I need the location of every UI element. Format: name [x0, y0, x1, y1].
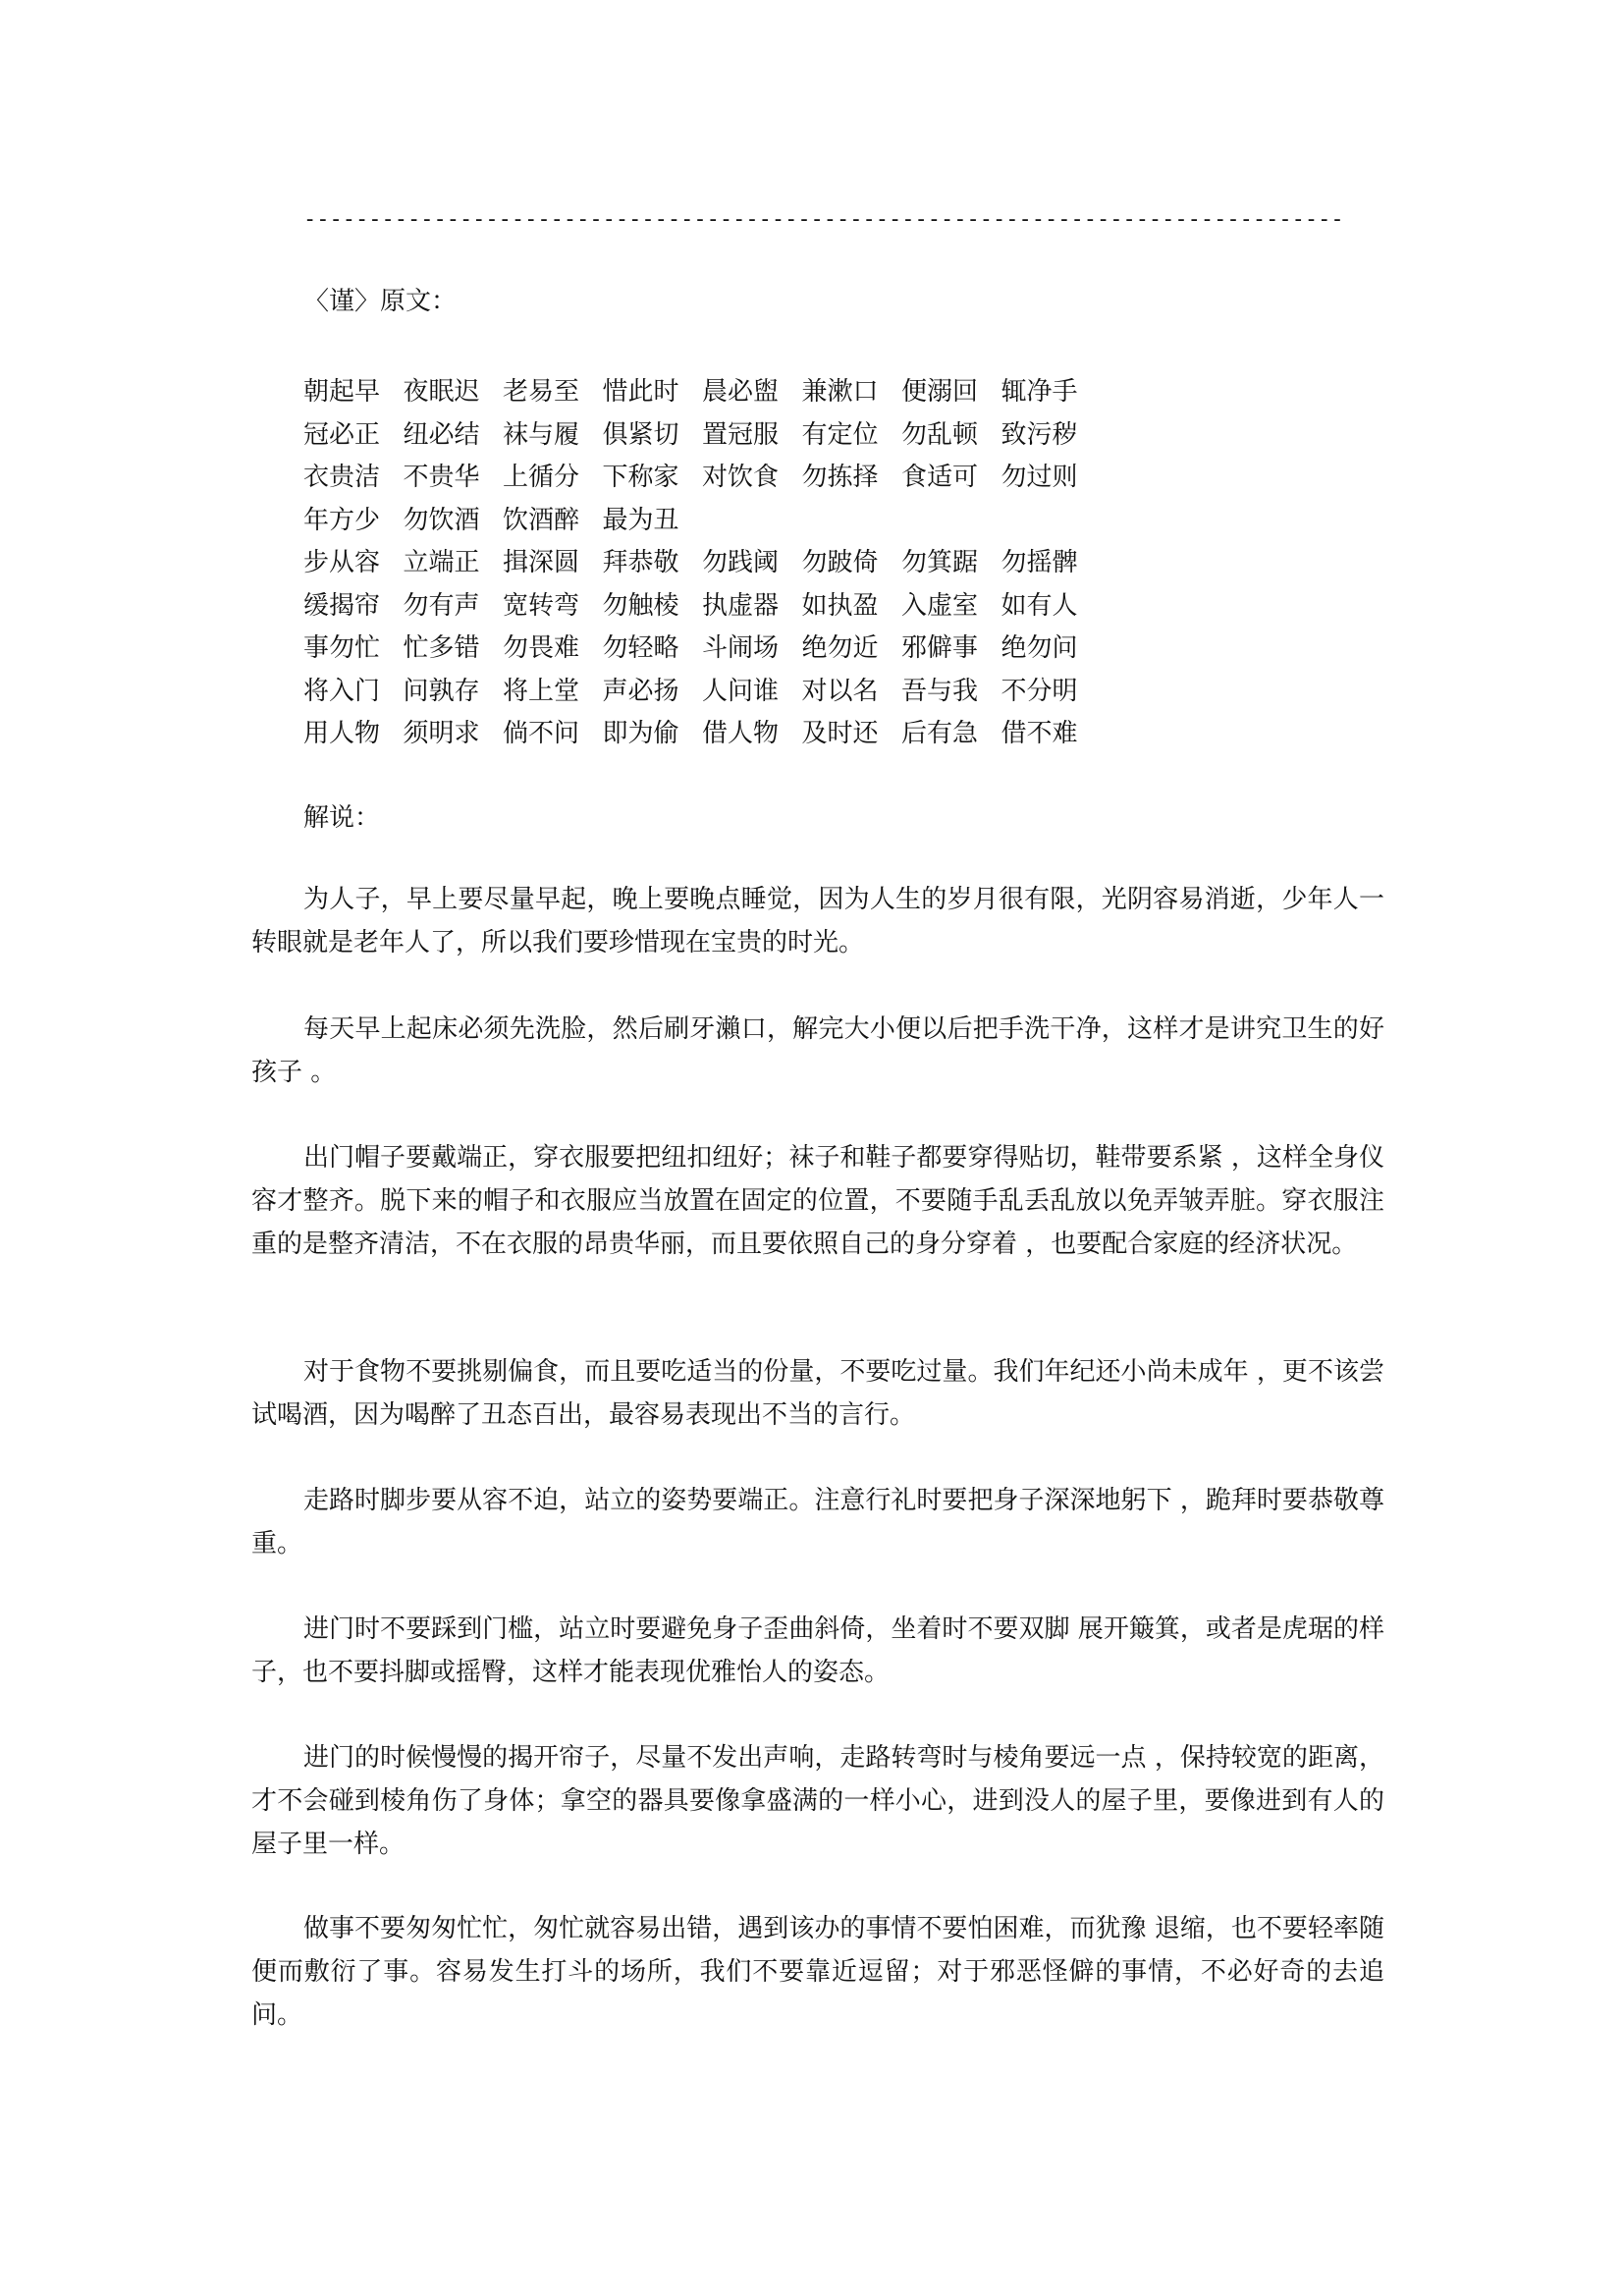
verse-phrase: 便溺回 [901, 377, 979, 407]
verse-phrase: 年方少 [303, 505, 381, 535]
verse-phrase: 惜此时 [602, 377, 679, 407]
verse-phrase: 入虚室 [901, 590, 979, 621]
verse-phrase: 辄净手 [1001, 377, 1078, 407]
verse-phrase: 致污秽 [1001, 419, 1078, 450]
verse-phrase: 勿践阈 [702, 548, 780, 577]
verse-phrase: 绝勿问 [1001, 633, 1078, 663]
verse-line [303, 371, 1383, 414]
paragraph-text: 对于食物不要挑剔偏食，而且要吃适当的份量，不要吃过量。我们年纪还小尚未成年 ，更不该尝试喝酒，因为喝醉了丑态百出，最容易表现出不当的言行。 [251, 1357, 1384, 1430]
verse-phrase: 上循分 [503, 463, 580, 492]
verse-phrase: 最为丑 [602, 505, 679, 535]
verse-line [303, 414, 1383, 458]
verse-phrase: 宽转弯 [503, 590, 580, 621]
verse-line [303, 500, 1383, 543]
verse-phrase: 饮酒醉 [503, 505, 580, 535]
paragraph-2 [251, 1008, 1384, 1094]
paragraph-7 [251, 1736, 1384, 1866]
verse-phrase: 步从容 [303, 548, 381, 577]
verse-phrase: 立端正 [403, 548, 480, 577]
paragraph-text: 为人子，早上要尽量早起，晚上要晚点睡觉，因为人生的岁月很有限，光阴容易消逝，少年人一转眼就是老年人了，所以我们要珍惜现在宝贵的时光。 [251, 885, 1384, 957]
paragraph-text: 走路时脚步要从容不迫，站立的姿势要端正。注意行礼时要把身子深深地躬下 ，跪拜时要恭敬尊重。 [251, 1486, 1384, 1558]
paragraph-6 [251, 1608, 1384, 1694]
verse-phrase: 食适可 [901, 463, 979, 492]
verse-phrase: 缓揭帘 [303, 590, 381, 621]
verse-phrase: 对以名 [801, 676, 879, 706]
verse-phrase: 勿拣择 [801, 463, 879, 492]
verse-phrase: 问孰存 [403, 676, 480, 706]
paragraph-3 [251, 1136, 1384, 1266]
verse-phrase: 勿箕踞 [901, 548, 979, 577]
verse-phrase: 兼漱口 [801, 377, 879, 407]
paragraph-text: 出门帽子要戴端正，穿衣服要把纽扣纽好；袜子和鞋子都要穿得贴切，鞋带要系紧 ，这样全身仪容才整齐。脱下来的帽子和衣服应当放置在固定的位置，不要随手乱丢乱放以免弄皱弄脏。穿衣服注重的是整齐清洁，不在衣服的昂贵华丽，而且要依照自己的身分穿着 ，也要配合家庭的经济状况。 [251, 1143, 1384, 1259]
verse-line [303, 628, 1383, 671]
verse-phrase: 勿过则 [1001, 463, 1078, 492]
verse-phrase: 绝勿近 [801, 633, 879, 663]
paragraph-4 [251, 1350, 1384, 1437]
verse-phrase: 纽必结 [403, 419, 480, 450]
verse-phrase: 斗闹场 [702, 633, 780, 663]
verse-phrase: 勿畏难 [503, 633, 580, 663]
verse-phrase: 夜眠迟 [403, 377, 480, 407]
verse-phrase: 邪僻事 [901, 633, 979, 663]
verse-phrase: 勿摇髀 [1001, 548, 1078, 577]
verse-phrase: 倘不问 [503, 719, 580, 748]
paragraph-text: 每天早上起床必须先洗脸，然后刷牙瀨口，解完大小便以后把手洗干净，这样才是讲究卫生的好孩子 。 [251, 1014, 1384, 1087]
verse-phrase: 将上堂 [503, 676, 580, 706]
verse-phrase: 勿饮酒 [403, 505, 480, 535]
verse-phrase: 衣贵洁 [303, 463, 381, 492]
verse-phrase: 勿跛倚 [801, 548, 879, 577]
verse-phrase: 不分明 [1001, 676, 1078, 706]
paragraph-text: 进门时不要踩到门槛，站立时要避免身子歪曲斜倚，坐着时不要双脚 展开簸箕，或者是虎琚的样子，也不要抖脚或摇臀，这样才能表现优雅怡人的姿态。 [251, 1614, 1384, 1687]
dashed-divider: -------------------------------------------------------------------------------- [303, 207, 1344, 232]
verse-phrase: 冠必正 [303, 419, 381, 450]
verse-phrase: 俱紧切 [602, 419, 679, 450]
verse-phrase: 将入门 [303, 676, 381, 706]
paragraph-1 [251, 878, 1384, 964]
verse-phrase: 袜与履 [503, 419, 580, 450]
verse-phrase: 下称家 [602, 463, 679, 492]
paragraph-5 [251, 1479, 1384, 1565]
verse-phrase: 如执盈 [801, 590, 879, 621]
verse-block [303, 371, 1383, 756]
paragraph-8 [251, 1907, 1384, 2037]
verse-phrase: 用人物 [303, 719, 381, 748]
verse-line [303, 457, 1383, 500]
verse-phrase: 揖深圆 [503, 548, 580, 577]
verse-phrase: 后有急 [901, 719, 979, 748]
explanation-heading: 解说： [303, 803, 381, 833]
verse-phrase: 朝起早 [303, 377, 381, 407]
verse-phrase: 吾与我 [901, 676, 979, 706]
verse-phrase: 及时还 [801, 719, 879, 748]
verse-phrase: 置冠服 [702, 419, 780, 450]
verse-phrase: 不贵华 [403, 463, 480, 492]
verse-phrase: 忙多错 [403, 633, 480, 663]
verse-phrase: 借人物 [702, 719, 780, 748]
verse-line [303, 671, 1383, 714]
verse-phrase: 拜恭敬 [602, 548, 679, 577]
verse-line [303, 542, 1383, 585]
paragraph-text: 进门的时候慢慢的揭开帘子，尽量不发出声响，走路转弯时与棱角要远一点 ，保持较宽的距离，才不会碰到棱角伤了身体；拿空的器具要像拿盛满的一样小心，进到没人的屋子里，要像进到有人的屋子里一样。 [251, 1743, 1384, 1859]
verse-phrase: 人问谁 [702, 676, 780, 706]
verse-phrase: 勿乱顿 [901, 419, 979, 450]
verse-phrase: 晨必盥 [702, 377, 780, 407]
paragraph-text: 做事不要匆匆忙忙，匆忙就容易出错，遇到该办的事情不要怕困难，而犹豫 退缩，也不要轻率随便而敷衍了事。容易发生打斗的场所，我们不要靠近逗留；对于邪恶怪僻的事情，不必好奇的去追问。 [251, 1914, 1384, 2030]
verse-phrase: 事勿忙 [303, 633, 381, 663]
verse-line [303, 713, 1383, 756]
verse-phrase: 执虚器 [702, 590, 780, 621]
verse-phrase: 借不难 [1001, 719, 1078, 748]
verse-phrase: 勿有声 [403, 590, 480, 621]
verse-phrase: 老易至 [503, 377, 580, 407]
verse-line [303, 585, 1383, 629]
verse-phrase: 勿触棱 [602, 590, 679, 621]
verse-phrase: 如有人 [1001, 590, 1078, 621]
original-text-heading: 〈谨〉原文： [303, 287, 458, 316]
verse-phrase: 即为偷 [602, 719, 679, 748]
verse-phrase: 勿轻略 [602, 633, 679, 663]
verse-phrase: 声必扬 [602, 676, 679, 706]
verse-phrase: 有定位 [801, 419, 879, 450]
verse-phrase: 须明求 [403, 719, 480, 748]
verse-phrase: 对饮食 [702, 463, 780, 492]
